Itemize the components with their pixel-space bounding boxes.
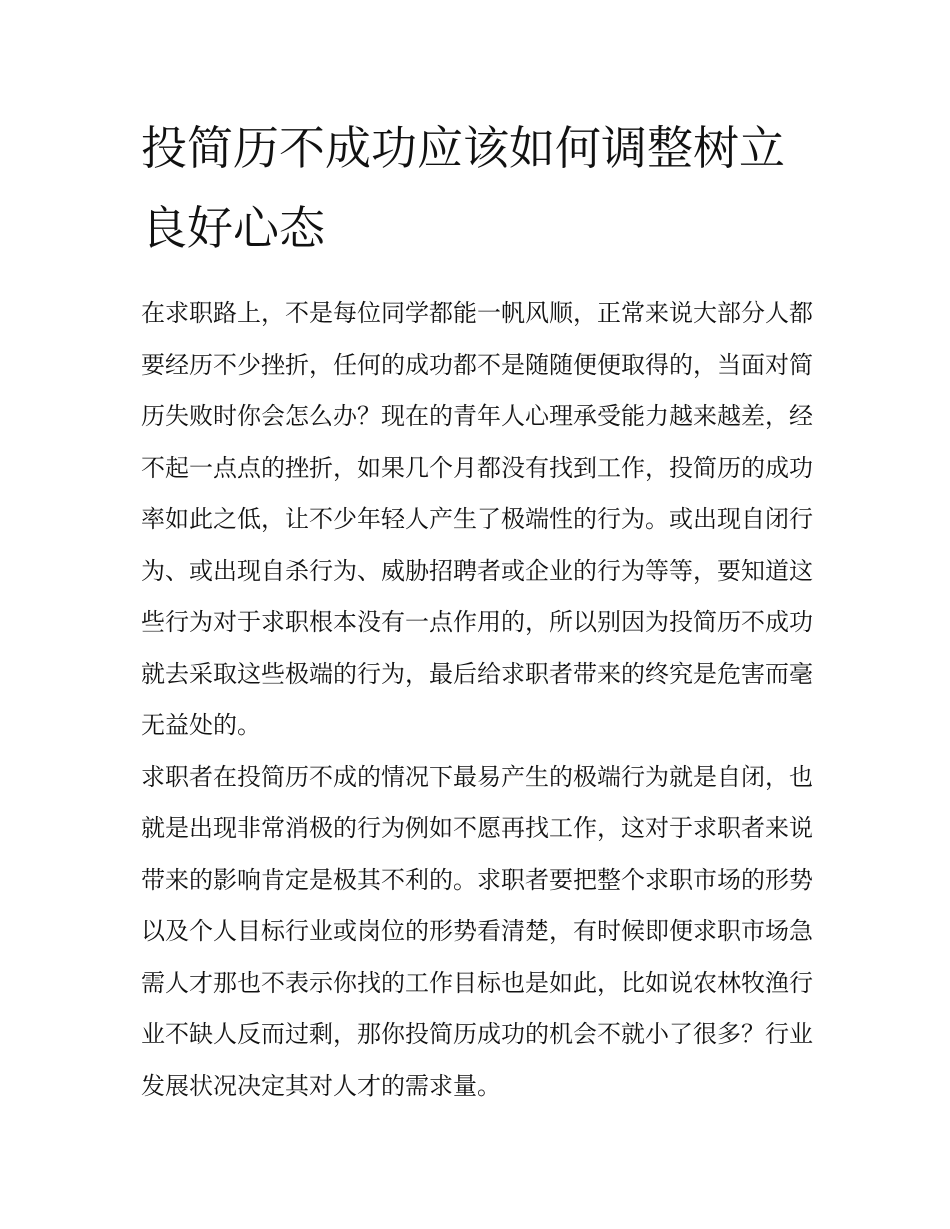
- document-body: [141, 108, 813, 1112]
- paragraph-1: 在求职路上，不是每位同学都能一帆风顺，正常来说大部分人都要经历不少挫折，任何的成功都不是随随便便取得的，当面对简历失败时你会怎么办？现在的青年人心理承受能力越来越差，经不起一点点的挫折，如果几个月都没有找到工作，投简历的成功率如此之低，让不少年轻人产生了极端性的行为。或出现自闭行为、或出现自杀行为、威胁招聘者或企业的行为等等，要知道这些行为对于求职根本没有一点作用的，所以别因为投简历不成功就去采取这些极端的行为，最后给求职者带来的终究是危害而毫无益处的。: [141, 299, 813, 739]
- paragraph-2: 求职者在投简历不成的情况下最易产生的极端行为就是自闭，也就是出现非常消极的行为例如不愿再找工作，这对于求职者来说带来的影响肯定是极其不利的。求职者要把整个求职市场的形势以及个人目标行业或岗位的形势看清楚，有时候即便求职市场急需人才那也不表示你找的工作目标也是如此，比如说农林牧渔行业不缺人反而过剩，那你投简历成功的机会不就小了很多？行业发展状况决定其对人才的需求量。: [141, 762, 813, 1100]
- document-title: 投简历不成功应该如何调整树立良好心态: [141, 121, 785, 255]
